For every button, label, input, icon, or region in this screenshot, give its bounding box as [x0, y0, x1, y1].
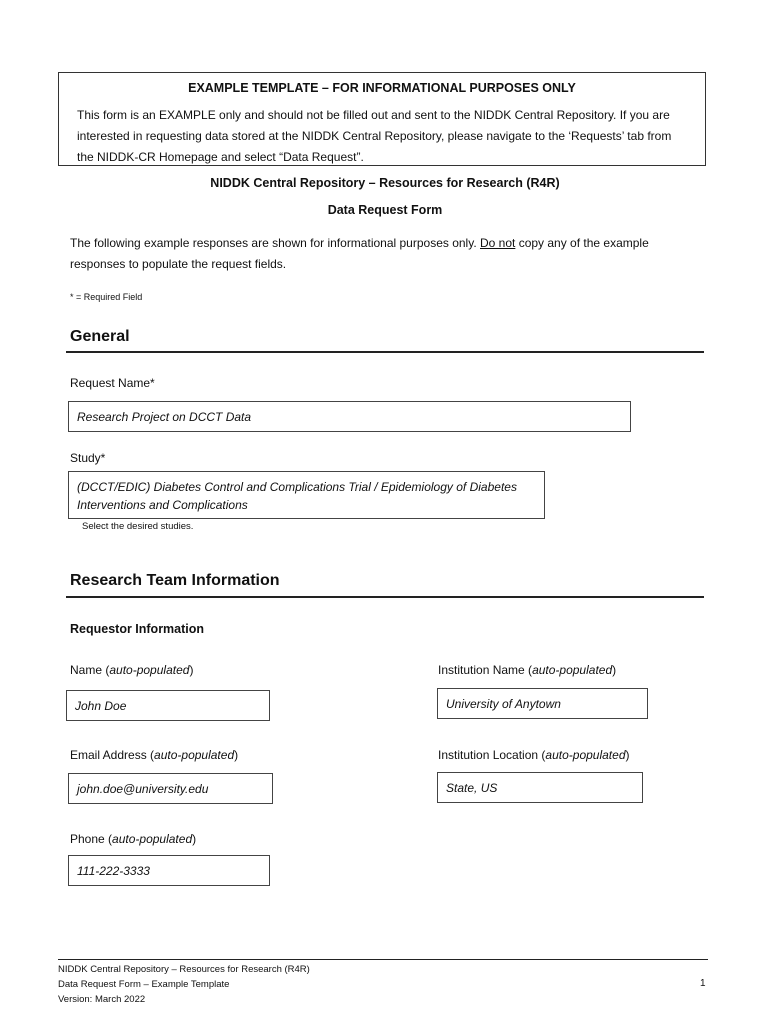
- institution-location-label: Institution Location (auto-populated): [438, 748, 630, 762]
- study-label: Study*: [70, 451, 106, 465]
- institution-location-input[interactable]: State, US: [437, 772, 643, 803]
- footer-line-2: Data Request Form – Example Template: [58, 979, 230, 990]
- section-title-general: General: [70, 328, 130, 345]
- name-label: Name (auto-populated): [70, 663, 194, 677]
- footer: [58, 962, 310, 1007]
- institution-name-label: Institution Name (auto-populated): [438, 663, 617, 677]
- study-hint: Select the desired studies.: [82, 521, 194, 532]
- footer-line-1: NIDDK Central Repository – Resources for Research (R4R): [58, 964, 310, 975]
- form-subtitle: Data Request Form: [327, 203, 443, 217]
- name-input[interactable]: John Doe: [66, 690, 270, 721]
- section-title-research-team: Research Team Information: [70, 572, 280, 589]
- study-input[interactable]: (DCCT/EDIC) Diabetes Control and Complications Trial / Epidemiology of Diabetes Interventions and Complications: [68, 471, 545, 519]
- do-not-emphasis: Do not: [480, 236, 516, 250]
- required-field-note: * = Required Field: [70, 292, 143, 302]
- email-label: Email Address (auto-populated): [70, 748, 239, 762]
- requestor-info-subheading: Requestor Information: [70, 622, 205, 636]
- email-input[interactable]: john.doe@university.edu: [68, 773, 273, 804]
- phone-input[interactable]: 111-222-3333: [68, 855, 270, 886]
- notice-title: EXAMPLE TEMPLATE – FOR INFORMATIONAL PURPOSES ONLY: [188, 81, 576, 95]
- notice-body: This form is an EXAMPLE only and should not be filled out and sent to the NIDDK Central Repository. If you are interested in requesting data stored at the NIDDK Central Repository, please navigate to the ‘Requests’ tab from the NIDDK-CR Homepage and select “Data Request”.: [77, 108, 672, 164]
- example-notice-box: [58, 72, 706, 166]
- request-name-input[interactable]: Research Project on DCCT Data: [68, 401, 631, 432]
- footer-line-3: Version: March 2022: [58, 994, 146, 1005]
- page-number: 1: [700, 978, 706, 989]
- intro-text: The following example responses are shown for informational purposes only. Do not copy any of the example responses to populate the request fields.: [70, 236, 649, 271]
- footer-divider: [58, 959, 708, 960]
- institution-name-input[interactable]: University of Anytown: [437, 688, 648, 719]
- form-title: NIDDK Central Repository – Resources for Research (R4R): [210, 176, 560, 190]
- section-divider: [66, 351, 704, 353]
- request-name-label: Request Name*: [70, 376, 155, 390]
- phone-label: Phone (auto-populated): [70, 832, 197, 846]
- section-divider: [66, 596, 704, 598]
